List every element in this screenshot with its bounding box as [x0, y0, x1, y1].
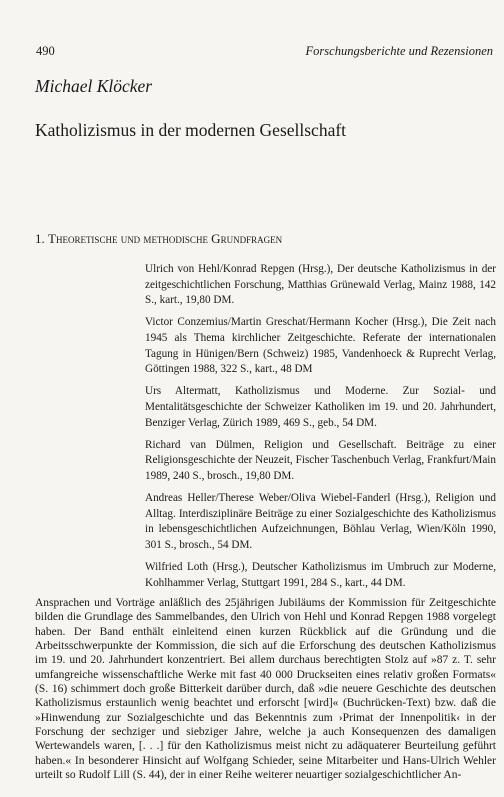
reference-entry: Ulrich von Hehl/Konrad Repgen (Hrsg.), Der deutsche Katholizismus in der zeitgeschichtlichen Forschung, Matthias Grünewald Verlag, Mainz 1988, 142 S., kart., 19,80 DM. [145, 263, 496, 307]
body-paragraph: Ansprachen und Vorträge anläßlich des 25jährigen Jubiläums der Kommission für Zeitgeschichte bilden die Grundlage des Sammelbandes, den Ulrich von Hehl und Konrad Repgen 1988 vorgelegt haben. Der Band enthält einleitend einen kurzen Rückblick auf die Gründung und die Arbeitsschwerpunkte der Kommission, die sich auf die Erforschung des deutschen Katholizismus im 19. und 20. Jahrhundert konzentriert. Bei allem durchaus berechtigten Stolz auf »87 z. T. sehr umfangreiche wissenschaftliche Werke mit fast 40 000 Druckseiten eines relativ großen Formats« (S. 16) schimmert doch große Bitterkeit darüber durch, daß »die neuere Geschichte des deutschen Katholizismus erstaunlich wenig beachtet und erforscht [wird]« (Buchrücken-Text) bzw. daß die »Hinwendung zur Sozialgeschichte und das Bekenntnis zum ›Primat der Innenpolitik‹ in der Forschung der sechziger und siebziger Jahre, welche ja auch Konsequenzen des damaligen Wertewandels waren, [. . .] für den Katholizismus meist nicht zu adäquaterer Beurteilung geführt haben.« In besonderer Hinsicht auf Wolfgang Schieder, seine Mitarbeiter und Hans-Ulrich Wehler urteilt so Rudolf Lill (S. 44), der in einer Reihe weiterer neuartiger sozialgeschichtlicher An- [35, 597, 496, 782]
page-number: 490 [36, 44, 55, 58]
section-heading [35, 231, 282, 247]
article-title: Katholizismus in der modernen Gesellschaft [35, 120, 347, 140]
reference-entry: Urs Altermatt, Katholizismus und Moderne. Zur Sozial- und Mentalitätsgeschichte der Schweizer Katholiken im 19. und 20. Jahrhundert, Benziger Verlag, Zürich 1989, 469 S., geb., 54 DM. [145, 385, 496, 429]
reference-entry: Andreas Heller/Therese Weber/Oliva Wiebel-Fanderl (Hrsg.), Religion und Alltag. Interdisziplinäre Beiträge zu einer Sozialgeschichte des Katholizismus in lebensgeschichtlichen Aufzeichnungen, Böhlau Verlag, Wien/Köln 1990, 301 S., brosch., 54 DM. [145, 492, 496, 551]
reference-entry: Victor Conzemius/Martin Greschat/Hermann Kocher (Hrsg.), Die Zeit nach 1945 als Thema kirchlicher Zeitgeschichte. Referate der internationalen Tagung in Hünigen/Bern (Schweiz) 1985, Vandenhoeck & Ruprecht Verlag, Göttingen 1988, 322 S., kart., 48 DM [145, 316, 496, 376]
article-author: Michael Klöcker [35, 76, 153, 96]
reference-list [145, 262, 496, 598]
running-title: Forschungsberichte und Rezensionen [305, 44, 493, 58]
reference-entry: Wilfried Loth (Hrsg.), Deutscher Katholizismus im Umbruch zur Moderne, Kohlhammer Verlag, Stuttgart 1991, 284 S., kart., 44 DM. [145, 561, 496, 589]
reference-entry: Richard van Dülmen, Religion und Gesellschaft. Beiträge zu einer Religionsgeschichte der Neuzeit, Fischer Taschenbuch Verlag, Frankfurt/Main 1989, 240 S., brosch., 19,80 DM. [145, 438, 496, 482]
section-title: Theoretische und methodische Grundfragen [48, 231, 283, 246]
body-text [35, 596, 496, 782]
section-number: 1. [35, 231, 45, 246]
